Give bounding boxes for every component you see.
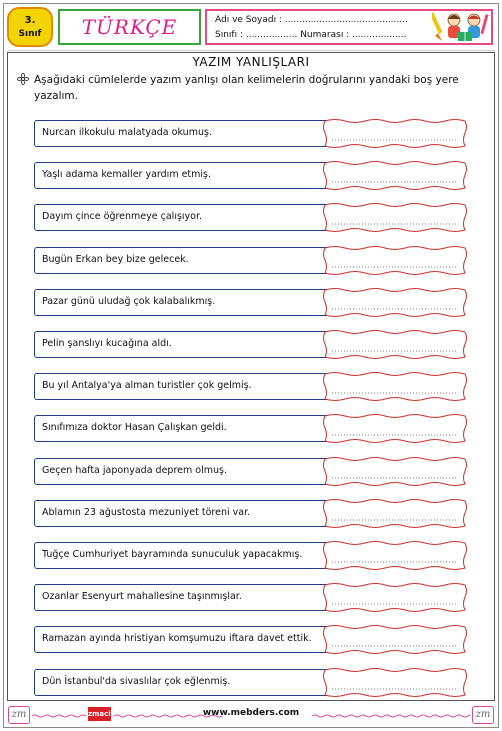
sentence-box xyxy=(34,626,330,653)
sentence-text: Ablamın 23 ağustosta mezuniyet töreni var. xyxy=(42,506,251,518)
exercise-row xyxy=(34,247,468,274)
answer-box[interactable] xyxy=(322,583,468,612)
exercise-row xyxy=(34,458,468,485)
exercise-row xyxy=(34,669,468,696)
sentence-text: Bugün Erkan bey bize gelecek. xyxy=(42,253,189,265)
answer-box[interactable] xyxy=(322,119,468,148)
answer-box-outline xyxy=(324,668,467,696)
sentence-text: Yaşlı adama kemaller yardım etmiş. xyxy=(42,169,212,181)
name-field-label: Adı ve Soyadı : ........................................... xyxy=(215,15,408,25)
sentence-box xyxy=(34,373,330,400)
answer-box[interactable] xyxy=(322,541,468,570)
answer-box[interactable] xyxy=(322,246,468,275)
answer-box[interactable] xyxy=(322,203,468,232)
sentence-text: Pelin şanslıyı kucağına aldı. xyxy=(42,338,172,349)
answer-box-outline xyxy=(324,162,467,190)
footer-wave-right xyxy=(312,714,470,718)
answer-box-outline xyxy=(324,626,467,654)
author-tag: zmacit58 xyxy=(88,707,111,721)
answer-box[interactable] xyxy=(322,161,468,190)
subject-title: TÜRKÇE xyxy=(81,15,178,39)
grade-label: Sınıf xyxy=(18,29,42,39)
exercise-row xyxy=(34,289,468,316)
sentence-text: Bu yıl Antalya'ya alman turistler çok gelmiş. xyxy=(42,380,252,392)
answer-box[interactable] xyxy=(322,288,468,317)
exercise-row xyxy=(34,415,468,442)
sentence-text: Tuğçe Cumhuriyet bayramında sunuculuk yapacakmış. xyxy=(42,549,303,560)
sentence-text: Dayım çince öğrenmeye çalışıyor. xyxy=(42,211,203,223)
exercise-row xyxy=(34,373,468,400)
sentence-box xyxy=(34,331,330,358)
answer-box[interactable] xyxy=(322,499,468,528)
answer-box[interactable] xyxy=(322,414,468,443)
exercise-row xyxy=(34,120,468,147)
answer-box-outline xyxy=(324,120,467,148)
exercise-row xyxy=(34,584,468,611)
grade-badge xyxy=(7,7,53,47)
sentence-box xyxy=(34,162,330,189)
answer-box-outline xyxy=(324,415,467,443)
class-number-field-label: Sınıfı : .................. Numarası : ................... xyxy=(215,30,407,40)
website-link[interactable]: www.mebders.com xyxy=(202,708,300,718)
worksheet-title: YAZIM YANLIŞLARI xyxy=(192,55,310,69)
answer-box-outline xyxy=(324,246,467,274)
answer-box[interactable] xyxy=(322,625,468,654)
grade-number: 3. xyxy=(24,15,36,26)
answer-box-outline xyxy=(324,331,467,359)
sentence-box xyxy=(34,500,330,527)
sentence-box xyxy=(34,669,330,696)
exercise-row xyxy=(34,331,468,358)
answer-box-outline xyxy=(324,499,467,527)
answer-box[interactable] xyxy=(322,457,468,486)
sentence-box xyxy=(34,415,330,442)
sentence-box xyxy=(34,204,330,231)
answer-box[interactable] xyxy=(322,330,468,359)
sentence-text: Pazar günü uludağ çok kalabalıkmış. xyxy=(42,295,216,307)
answer-box-outline xyxy=(324,204,467,232)
sentence-box xyxy=(34,458,330,485)
sentence-text: Geçen hafta japonyada deprem olmuş. xyxy=(42,464,227,476)
exercise-row xyxy=(34,500,468,527)
answer-box-outline xyxy=(324,373,467,401)
sentence-text: Sınıfımıza doktor Hasan Çalışkan geldi. xyxy=(42,422,227,434)
subject-title-box xyxy=(58,9,201,45)
sentence-text: Ozanlar Esenyurt mahallesine taşınmışlar. xyxy=(42,591,242,603)
exercise-row xyxy=(34,204,468,231)
exercise-row xyxy=(34,542,468,569)
left-logo: zm xyxy=(8,706,30,724)
answer-box-outline xyxy=(324,584,467,612)
sentence-text: Dün İstanbul'da sivaslılar çok eğlenmiş. xyxy=(42,675,231,687)
sentence-box xyxy=(34,289,330,316)
flower-bullet-icon xyxy=(17,73,29,85)
sentence-text: Ramazan ayında hristiyan komşumuzu iftara davet ettik. xyxy=(42,633,312,645)
exercise-row xyxy=(34,162,468,189)
answer-box-outline xyxy=(324,288,467,316)
answer-box[interactable] xyxy=(322,668,468,697)
sentence-box xyxy=(34,247,330,274)
exercise-row xyxy=(34,626,468,653)
sentence-box xyxy=(34,542,330,569)
sentence-box xyxy=(34,584,330,611)
header-separator xyxy=(7,50,495,51)
instruction-text: Aşağıdaki cümlelerde yazım yanlışı olan kelimelerin doğrularını yandaki boş yere yazalım. xyxy=(34,74,459,102)
sentence-box xyxy=(34,120,330,147)
answer-box-outline xyxy=(324,457,467,485)
children-reading-icon xyxy=(432,8,492,44)
answer-box-outline xyxy=(324,542,467,570)
sentence-text: Nurcan ilkokulu malatyada okumuş. xyxy=(42,127,212,138)
right-logo: zm xyxy=(472,706,494,724)
answer-box[interactable] xyxy=(322,372,468,401)
